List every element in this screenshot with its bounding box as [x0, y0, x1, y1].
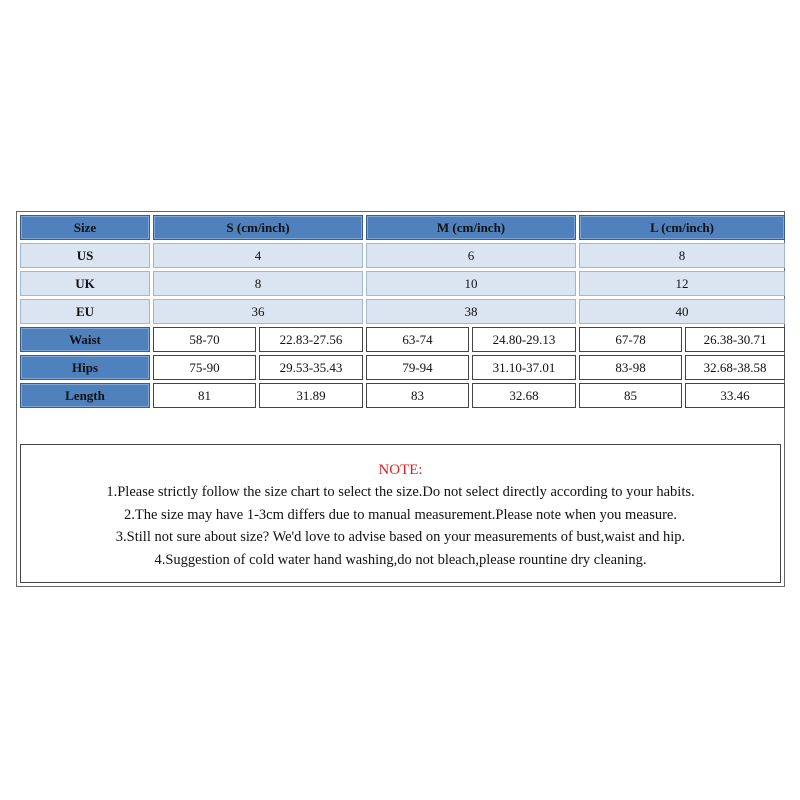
hips-l-cm: 83-98	[579, 355, 682, 380]
table-row	[20, 355, 785, 380]
uk-s: 8	[153, 271, 363, 296]
waist-m-cm: 63-74	[366, 327, 469, 352]
uk-m: 10	[366, 271, 576, 296]
size-table	[17, 212, 788, 411]
note-line-3: 3.Still not sure about size? We'd love to advise based on your measurements of bust,waist and hip.	[115, 529, 686, 545]
note-line-4: 4.Suggestion of cold water hand washing,do not bleach,please rountine dry cleaning.	[154, 551, 647, 568]
hips-s-inch: 29.53-35.43	[259, 355, 363, 380]
row-label-hips: Hips	[20, 355, 150, 380]
header-size-m: M (cm/inch)	[366, 215, 576, 240]
waist-s-cm: 58-70	[153, 327, 256, 352]
header-row	[20, 215, 785, 240]
length-s-inch: 31.89	[259, 383, 363, 408]
us-l: 8	[579, 243, 785, 268]
note-line-1: 1.Please strictly follow the size chart to select the size.Do not select directly according to your habits.	[106, 484, 695, 500]
row-label-uk: UK	[20, 271, 150, 296]
length-m-cm: 83	[366, 383, 469, 408]
hips-s-cm: 75-90	[153, 355, 256, 380]
eu-l: 40	[579, 299, 785, 324]
table-row	[20, 327, 785, 352]
waist-l-inch: 26.38-30.71	[685, 327, 785, 352]
hips-l-inch: 32.68-38.58	[685, 355, 785, 380]
uk-l: 12	[579, 271, 785, 296]
table-row	[20, 243, 785, 268]
table-row	[20, 299, 785, 324]
table-row	[20, 271, 785, 296]
eu-s: 36	[153, 299, 363, 324]
length-l-inch: 33.46	[685, 383, 785, 408]
header-size: Size	[20, 215, 150, 240]
eu-m: 38	[366, 299, 576, 324]
row-label-us: US	[20, 243, 150, 268]
length-s-cm: 81	[153, 383, 256, 408]
waist-s-inch: 22.83-27.56	[259, 327, 363, 352]
row-label-length: Length	[20, 383, 150, 408]
header-size-l: L (cm/inch)	[579, 215, 785, 240]
size-chart	[16, 211, 785, 587]
length-m-inch: 32.68	[472, 383, 576, 408]
row-label-waist: Waist	[20, 327, 150, 352]
note-title: NOTE:	[378, 462, 423, 478]
hips-m-cm: 79-94	[366, 355, 469, 380]
table-row	[20, 383, 785, 408]
note-box	[20, 444, 781, 583]
header-size-s: S (cm/inch)	[153, 215, 363, 240]
row-label-eu: EU	[20, 299, 150, 324]
note-line-2: 2.The size may have 1-3cm differs due to manual measurement.Please note when you measure.	[124, 506, 677, 523]
us-m: 6	[366, 243, 576, 268]
hips-m-inch: 31.10-37.01	[472, 355, 576, 380]
us-s: 4	[153, 243, 363, 268]
waist-m-inch: 24.80-29.13	[472, 327, 576, 352]
length-l-cm: 85	[579, 383, 682, 408]
waist-l-cm: 67-78	[579, 327, 682, 352]
